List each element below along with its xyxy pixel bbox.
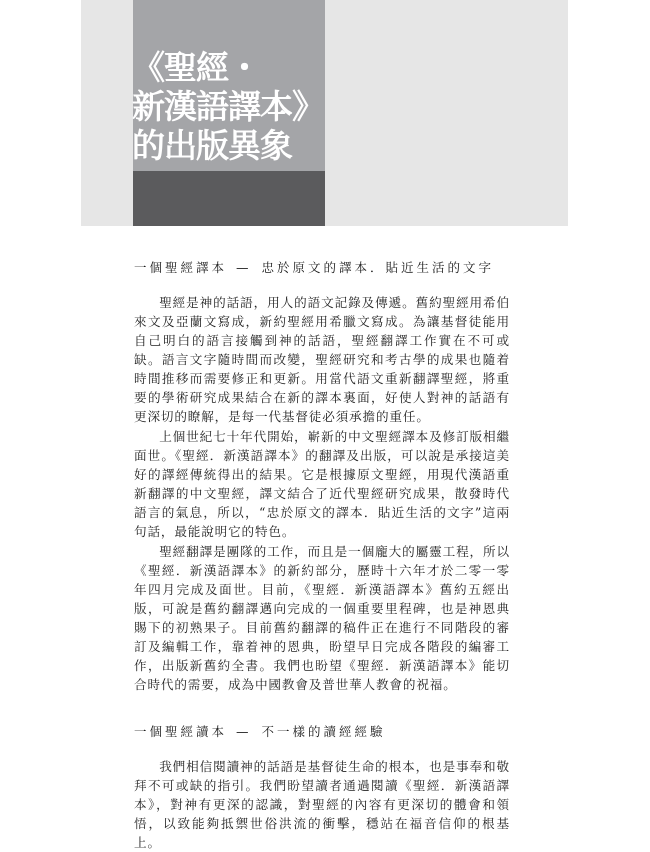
header-band [81,0,568,226]
title-line-2: 新漢語譯本》 [132,87,324,126]
section-heading-left: 一個聖經譯本 [134,260,228,275]
section-heading-left: 一個聖經讀本 [134,724,228,739]
article-body [134,258,510,852]
page-title [132,48,392,165]
paragraph: 聖經翻譯是團隊的工作，而且是一個龐大的屬靈工程，所以《聖經．新漢語譯本》的新約部分，歷時十六年才於二零一零年四月完成及面世。目前，《聖經．新漢語譯本》舊約五經出版，可說是舊約翻譯邁向完成的一個重要里程碑，也是神恩典賜下的初熟果子。目前舊約翻譯的稿件正在進行不同階段的審訂及編輯工作，靠着神的恩典，盼望早日完成各階段的編審工作，出版新舊約全書。我們也盼望《聖經．新漢語譯本》能切合時代的需要，成為中國教會及普世華人教會的祝福。 [134,544,510,692]
section-heading [134,258,510,278]
paragraph: 我們相信閱讀神的話語是基督徒生命的根本，也是事奉和敬拜不可或缺的指引。我們盼望讀者通過閱讀《聖經．新漢語譯本》，對神有更深的認識，對聖經的內容有更深切的體會和領悟，以致能夠抵禦世俗洪流的衝擊，穩站在福音信仰的根基上。 [134,759,510,850]
heading-dash: — [236,724,249,739]
paragraph: 聖經是神的話語，用人的語文記錄及傳遞。舊約聖經用希伯來文及亞蘭文寫成，新約聖經用希臘文寫成。為讓基督徒能用自己明白的語言接觸到神的話語，聖經翻譯工作實在不可或缺。語言文字隨時間而改變，聖經研究和考古學的成果也隨着時間推移而需要修正和更新。用當代語文重新翻譯聖經，將重要的學術研究成果結合在新的譯本裏面，好使人對神的話語有更深切的瞭解，是每一代基督徒必須承擔的重任。 [134,295,510,424]
section-reading [134,722,510,852]
section-heading-right: 忠於原文的譯本．貼近生活的文字 [261,260,494,275]
section-translation [134,258,510,694]
paragraph: 上個世紀七十年代開始，嶄新的中文聖經譯本及修訂版相繼面世。《聖經．新漢語譯本》的翻譯及出版，可以說是承接這美好的譯經傳統得出的結果。它是根據原文聖經，用現代漢語重新翻譯的中文聖經，譯文結合了近代聖經研究成果，散發時代語言的氣息，所以，“忠於原文的譯本．貼近生活的文字”這兩句話，最能說明它的特色。 [134,429,510,539]
title-block-dark-strip [133,171,325,226]
heading-dash: — [236,260,249,275]
section-heading-right: 不一樣的讀經經驗 [261,724,386,739]
title-line-1: 《聖經・ [132,48,260,87]
section-heading [134,722,510,742]
title-line-3: 的出版異象 [132,126,292,165]
